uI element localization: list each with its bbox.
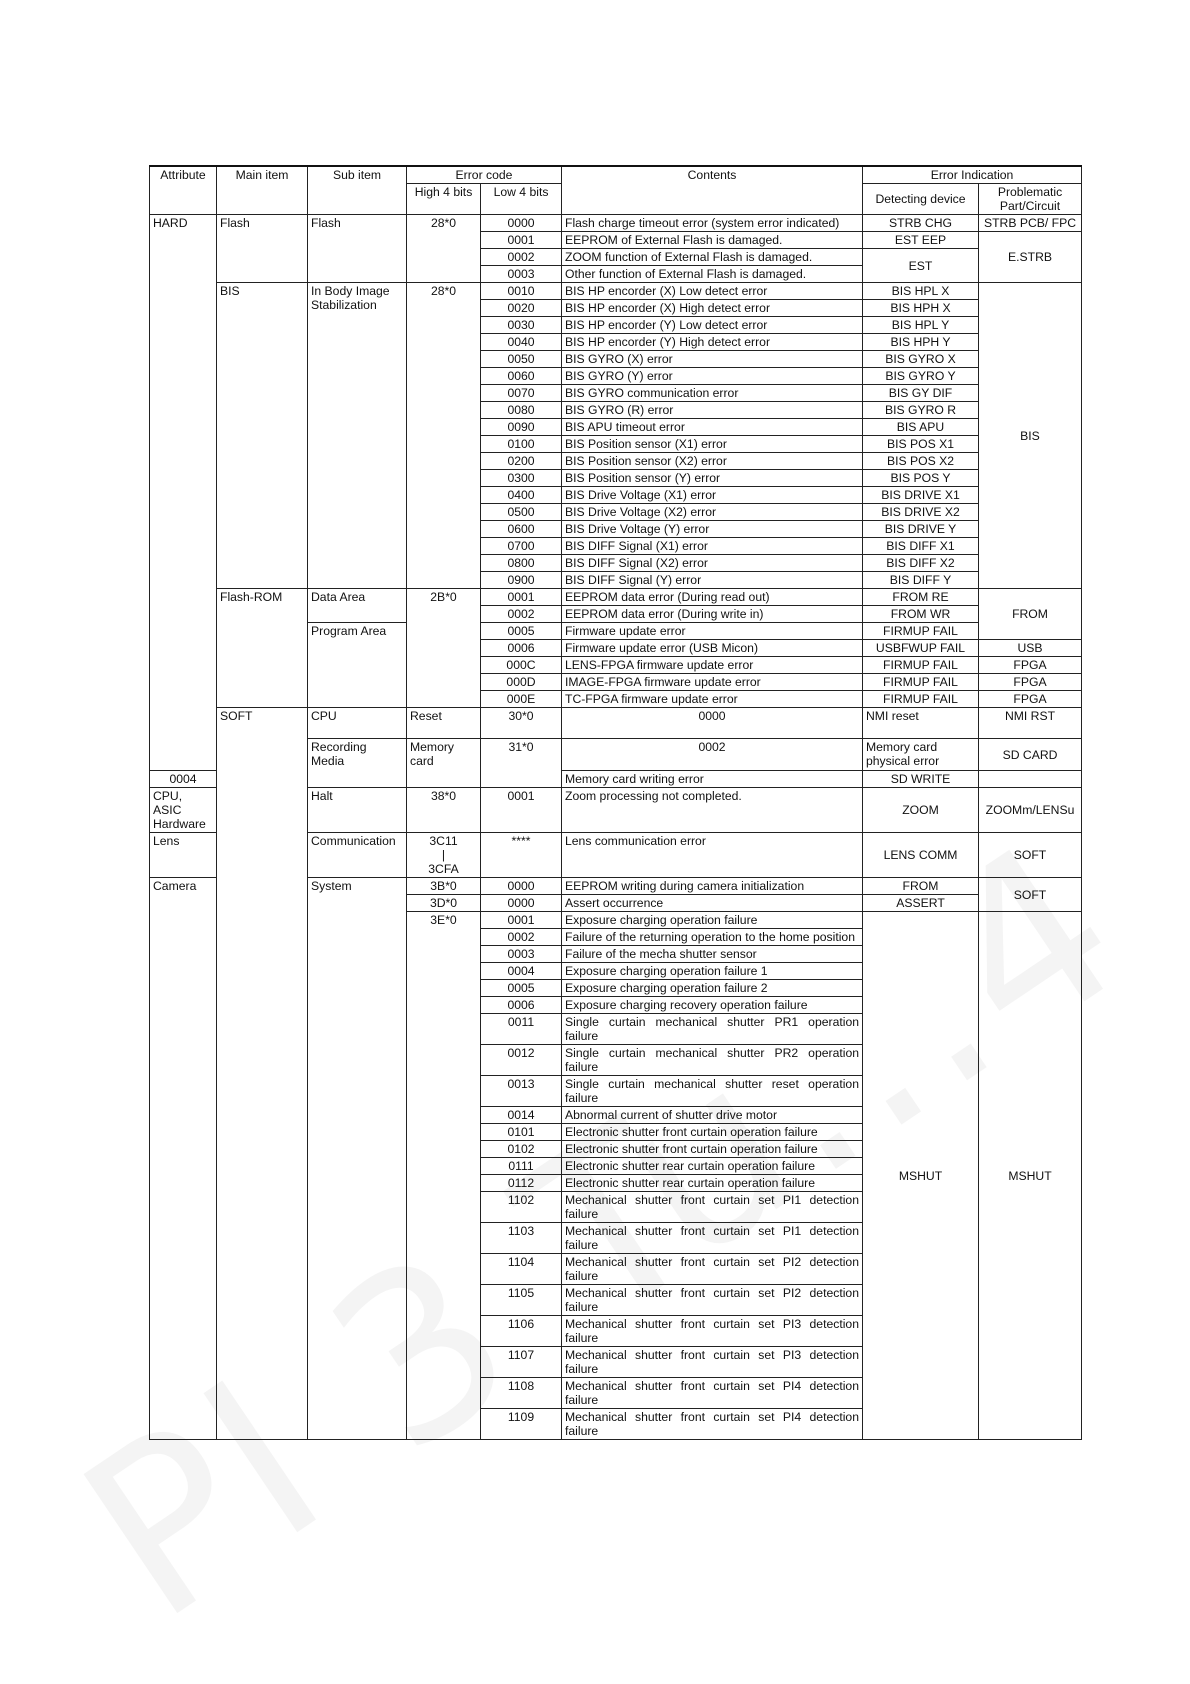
problematic-part-cell: SOFT <box>979 833 1082 878</box>
header-sub-item: Sub item <box>308 166 407 215</box>
contents-cell: Failure of the returning operation to the home position <box>562 929 863 946</box>
high-bits-cell: 2B*0 <box>407 589 481 708</box>
high-bits-range-start: 3C11 <box>429 834 458 848</box>
contents-cell: BIS HP encorder (X) Low detect error <box>562 283 863 300</box>
main-item-cell: Lens <box>150 833 217 878</box>
problematic-part-cell: FPGA <box>979 674 1082 691</box>
low-bits-cell: 0111 <box>481 1158 562 1175</box>
low-bits-cell: 0002 <box>481 929 562 946</box>
contents-cell: Failure of the mecha shutter sensor <box>562 946 863 963</box>
low-bits-cell: 0005 <box>481 980 562 997</box>
contents-cell: BIS HP encorder (Y) High detect error <box>562 334 863 351</box>
problematic-part-cell: FPGA <box>979 657 1082 674</box>
low-bits-cell: 0002 <box>562 739 863 771</box>
contents-cell: Electronic shutter front curtain operation failure <box>562 1124 863 1141</box>
contents-cell: BIS Drive Voltage (X1) error <box>562 487 863 504</box>
sub-item-cell: Communication <box>308 833 407 878</box>
low-bits-cell: 0000 <box>481 878 562 895</box>
low-bits-cell: 000E <box>481 691 562 708</box>
low-bits-cell: 0500 <box>481 504 562 521</box>
low-bits-cell: 0006 <box>481 640 562 657</box>
problematic-part-cell: E.STRB <box>979 232 1082 283</box>
low-bits-cell: 1108 <box>481 1378 562 1409</box>
contents-cell: Exposure charging recovery operation failure <box>562 997 863 1014</box>
contents-cell: Exposure charging operation failure 2 <box>562 980 863 997</box>
main-item-cell: CPU <box>308 708 407 739</box>
low-bits-cell: 0001 <box>481 232 562 249</box>
contents-cell: BIS HP encorder (X) High detect error <box>562 300 863 317</box>
sub-item-cell: Flash <box>308 215 407 283</box>
low-bits-cell: **** <box>481 833 562 878</box>
low-bits-cell: 1109 <box>481 1409 562 1440</box>
contents-cell: Mechanical shutter front curtain set PI2 detection failure <box>562 1254 863 1285</box>
detecting-device-cell: BIS GYRO R <box>863 402 979 419</box>
contents-cell: EEPROM writing during camera initialization <box>562 878 863 895</box>
high-bits-cell: 3D*0 <box>407 895 481 912</box>
main-item-cell: BIS <box>217 283 308 589</box>
detecting-device-cell: ASSERT <box>863 895 979 912</box>
low-bits-cell: 0800 <box>481 555 562 572</box>
problematic-part-cell: ZOOMm/LENSu <box>979 788 1082 833</box>
detecting-device-cell: BIS DIFF X1 <box>863 538 979 555</box>
contents-cell: Assert occurrence <box>562 895 863 912</box>
problematic-part-cell: BIS <box>979 283 1082 589</box>
detecting-device-cell: BIS DRIVE X1 <box>863 487 979 504</box>
low-bits-cell: 0014 <box>481 1107 562 1124</box>
high-bits-cell: 3E*0 <box>407 912 481 1440</box>
detecting-device-cell: BIS POS X2 <box>863 453 979 470</box>
contents-cell: Lens communication error <box>562 833 863 878</box>
contents-cell: BIS Position sensor (Y) error <box>562 470 863 487</box>
low-bits-cell: 0010 <box>481 283 562 300</box>
contents-cell: Single curtain mechanical shutter PR1 operation failure <box>562 1014 863 1045</box>
contents-cell: BIS GYRO communication error <box>562 385 863 402</box>
contents-cell: EEPROM data error (During read out) <box>562 589 863 606</box>
contents-cell: BIS APU timeout error <box>562 419 863 436</box>
detecting-device-cell: MSHUT <box>863 912 979 1440</box>
contents-cell: BIS Drive Voltage (Y) error <box>562 521 863 538</box>
sub-item-cell: System <box>308 878 407 1440</box>
detecting-device-cell: BIS GY DIF <box>863 385 979 402</box>
problematic-part-cell: FPGA <box>979 691 1082 708</box>
contents-cell: Mechanical shutter front curtain set PI4 detection failure <box>562 1409 863 1440</box>
low-bits-cell: 0090 <box>481 419 562 436</box>
low-bits-cell: 0000 <box>481 895 562 912</box>
detecting-device-cell: BIS DIFF Y <box>863 572 979 589</box>
contents-cell: ZOOM function of External Flash is damaged. <box>562 249 863 266</box>
detecting-device-cell: BIS HPL X <box>863 283 979 300</box>
low-bits-cell: 0013 <box>481 1076 562 1107</box>
low-bits-cell: 0700 <box>481 538 562 555</box>
detecting-device-cell: USBFWUP FAIL <box>863 640 979 657</box>
contents-cell: Abnormal current of shutter drive motor <box>562 1107 863 1124</box>
low-bits-cell: 0101 <box>481 1124 562 1141</box>
contents-cell: BIS DIFF Signal (X1) error <box>562 538 863 555</box>
header-detecting-device: Detecting device <box>863 184 979 215</box>
contents-cell: Single curtain mechanical shutter reset operation failure <box>562 1076 863 1107</box>
low-bits-cell: 0070 <box>481 385 562 402</box>
contents-cell: Flash charge timeout error (system error indicated) <box>562 215 863 232</box>
detecting-device-cell: BIS GYRO Y <box>863 368 979 385</box>
detecting-device-cell: FIRMUP FAIL <box>863 657 979 674</box>
low-bits-cell: 0030 <box>481 317 562 334</box>
contents-cell: EEPROM data error (During write in) <box>562 606 863 623</box>
detecting-device-cell: NMI RST <box>979 708 1082 739</box>
detecting-device-cell: BIS POS X1 <box>863 436 979 453</box>
low-bits-cell: 0002 <box>481 249 562 266</box>
detecting-device-cell: BIS POS Y <box>863 470 979 487</box>
contents-cell: Firmware update error (USB Micon) <box>562 640 863 657</box>
low-bits-cell: 0001 <box>481 788 562 833</box>
low-bits-cell: 0050 <box>481 351 562 368</box>
detecting-device-cell: BIS HPH X <box>863 300 979 317</box>
header-error-code: Error code <box>407 166 562 184</box>
contents-cell: Mechanical shutter front curtain set PI3 detection failure <box>562 1316 863 1347</box>
contents-cell: Mechanical shutter front curtain set PI1 detection failure <box>562 1192 863 1223</box>
header-attribute: Attribute <box>150 166 217 215</box>
low-bits-cell: 0011 <box>481 1014 562 1045</box>
contents-cell: Electronic shutter rear curtain operation failure <box>562 1158 863 1175</box>
low-bits-cell: 0900 <box>481 572 562 589</box>
sub-item-cell: Program Area <box>308 623 407 708</box>
low-bits-cell: 0004 <box>150 771 217 788</box>
error-code-table <box>149 165 1082 1440</box>
contents-cell: Single curtain mechanical shutter PR2 operation failure <box>562 1045 863 1076</box>
detecting-device-cell: FIRMUP FAIL <box>863 674 979 691</box>
contents-cell: Electronic shutter rear curtain operation failure <box>562 1175 863 1192</box>
high-bits-cell: 30*0 <box>481 708 562 739</box>
detecting-device-cell: STRB CHG <box>863 215 979 232</box>
contents-cell: Mechanical shutter front curtain set PI2 detection failure <box>562 1285 863 1316</box>
detecting-device-cell: LENS COMM <box>863 833 979 878</box>
contents-cell: BIS Drive Voltage (X2) error <box>562 504 863 521</box>
detecting-device-cell: FROM <box>863 878 979 895</box>
low-bits-cell: 0012 <box>481 1045 562 1076</box>
sub-item-cell: In Body Image Stabilization <box>308 283 407 589</box>
header-high-bits: High 4 bits <box>407 184 481 215</box>
contents-cell: BIS GYRO (R) error <box>562 402 863 419</box>
low-bits-cell: 0004 <box>481 963 562 980</box>
contents-cell: EEPROM of External Flash is damaged. <box>562 232 863 249</box>
low-bits-cell: 000C <box>481 657 562 674</box>
contents-cell: Electronic shutter front curtain operation failure <box>562 1141 863 1158</box>
main-item-cell: Recording Media <box>308 739 407 788</box>
detecting-device-cell: EST <box>863 249 979 283</box>
low-bits-cell: 1107 <box>481 1347 562 1378</box>
error-code-sheet <box>149 165 1081 1440</box>
low-bits-cell: 0001 <box>481 589 562 606</box>
contents-cell: Memory card physical error <box>863 739 979 771</box>
problematic-part-cell: MSHUT <box>979 912 1082 1440</box>
contents-cell: BIS HP encorder (Y) Low detect error <box>562 317 863 334</box>
high-bits-cell: 28*0 <box>407 215 481 283</box>
contents-cell: Mechanical shutter front curtain set PI4 detection failure <box>562 1378 863 1409</box>
problematic-part-cell: FROM <box>979 589 1082 640</box>
detecting-device-cell: SD WRITE <box>863 771 979 788</box>
detecting-device-cell: BIS DRIVE Y <box>863 521 979 538</box>
contents-cell: IMAGE-FPGA firmware update error <box>562 674 863 691</box>
high-bits-cell: 3B*0 <box>407 878 481 895</box>
low-bits-cell: 0002 <box>481 606 562 623</box>
high-bits-cell: 38*0 <box>407 788 481 833</box>
sub-item-cell: Memory card <box>407 739 481 788</box>
low-bits-cell: 0400 <box>481 487 562 504</box>
high-bits-range-separator: | <box>441 848 446 862</box>
low-bits-cell: 0020 <box>481 300 562 317</box>
main-item-cell: Flash-ROM <box>217 589 308 708</box>
contents-cell: BIS GYRO (Y) error <box>562 368 863 385</box>
low-bits-cell: 000D <box>481 674 562 691</box>
contents-cell: TC-FPGA firmware update error <box>562 691 863 708</box>
header-low-bits: Low 4 bits <box>481 184 562 215</box>
header-problematic-part: Problematic Part/Circuit <box>979 184 1082 215</box>
contents-cell: Mechanical shutter front curtain set PI1 detection failure <box>562 1223 863 1254</box>
low-bits-cell: 0005 <box>481 623 562 640</box>
low-bits-cell: 0600 <box>481 521 562 538</box>
high-bits-range-end: 3CFA <box>428 862 459 876</box>
low-bits-cell: 0300 <box>481 470 562 487</box>
contents-cell: BIS Position sensor (X1) error <box>562 436 863 453</box>
problematic-part-cell: SOFT <box>979 878 1082 912</box>
low-bits-cell: 0040 <box>481 334 562 351</box>
low-bits-cell: 1104 <box>481 1254 562 1285</box>
low-bits-cell: 1106 <box>481 1316 562 1347</box>
contents-cell: Zoom processing not completed. <box>562 788 863 833</box>
low-bits-cell: 0100 <box>481 436 562 453</box>
low-bits-cell: 0200 <box>481 453 562 470</box>
detecting-device-cell: BIS HPH Y <box>863 334 979 351</box>
contents-cell: BIS DIFF Signal (Y) error <box>562 572 863 589</box>
detecting-device-cell: FROM WR <box>863 606 979 623</box>
detecting-device-cell: SD CARD <box>979 739 1082 771</box>
detecting-device-cell: BIS GYRO X <box>863 351 979 368</box>
contents-cell: Exposure charging operation failure <box>562 912 863 929</box>
header-contents: Contents <box>562 166 863 215</box>
header-main-item: Main item <box>217 166 308 215</box>
low-bits-cell: 0003 <box>481 946 562 963</box>
contents-cell: BIS DIFF Signal (X2) error <box>562 555 863 572</box>
contents-cell: BIS GYRO (X) error <box>562 351 863 368</box>
attribute-cell: SOFT <box>217 708 308 1440</box>
sub-item-cell: Reset <box>407 708 481 739</box>
detecting-device-cell: FIRMUP FAIL <box>863 623 979 640</box>
sub-item-cell: Halt <box>308 788 407 833</box>
contents-cell: Other function of External Flash is damaged. <box>562 266 863 283</box>
contents-cell: BIS Position sensor (X2) error <box>562 453 863 470</box>
low-bits-cell: 0080 <box>481 402 562 419</box>
header-error-indication: Error Indication <box>863 166 1082 184</box>
detecting-device-cell: BIS DIFF X2 <box>863 555 979 572</box>
contents-cell: Memory card writing error <box>562 771 863 788</box>
main-item-cell: Camera <box>150 878 217 1440</box>
low-bits-cell: 0060 <box>481 368 562 385</box>
high-bits-cell <box>407 833 481 878</box>
detecting-device-cell: FIRMUP FAIL <box>863 691 979 708</box>
low-bits-cell: 1103 <box>481 1223 562 1254</box>
detecting-device-cell: ZOOM <box>863 788 979 833</box>
detecting-device-cell: FROM RE <box>863 589 979 606</box>
detecting-device-cell: EST EEP <box>863 232 979 249</box>
attribute-cell: HARD <box>150 215 217 771</box>
detecting-device-cell: BIS DRIVE X2 <box>863 504 979 521</box>
low-bits-cell: 1102 <box>481 1192 562 1223</box>
low-bits-cell: 0112 <box>481 1175 562 1192</box>
contents-cell: Mechanical shutter front curtain set PI3 detection failure <box>562 1347 863 1378</box>
low-bits-cell: 0001 <box>481 912 562 929</box>
detecting-device-cell: BIS APU <box>863 419 979 436</box>
low-bits-cell: 0006 <box>481 997 562 1014</box>
contents-cell: Firmware update error <box>562 623 863 640</box>
problematic-part-cell: STRB PCB/ FPC <box>979 215 1082 232</box>
main-item-cell: CPU, ASIC Hardware <box>150 788 217 833</box>
low-bits-cell: 1105 <box>481 1285 562 1316</box>
contents-cell: NMI reset <box>863 708 979 739</box>
detecting-device-cell: BIS HPL Y <box>863 317 979 334</box>
low-bits-cell: 0000 <box>481 215 562 232</box>
high-bits-cell: 31*0 <box>481 739 562 788</box>
low-bits-cell: 0000 <box>562 708 863 739</box>
low-bits-cell: 0102 <box>481 1141 562 1158</box>
high-bits-cell: 28*0 <box>407 283 481 589</box>
main-item-cell: Flash <box>217 215 308 283</box>
contents-cell: LENS-FPGA firmware update error <box>562 657 863 674</box>
sub-item-cell: Data Area <box>308 589 407 623</box>
contents-cell: Exposure charging operation failure 1 <box>562 963 863 980</box>
problematic-part-cell: USB <box>979 640 1082 657</box>
low-bits-cell: 0003 <box>481 266 562 283</box>
